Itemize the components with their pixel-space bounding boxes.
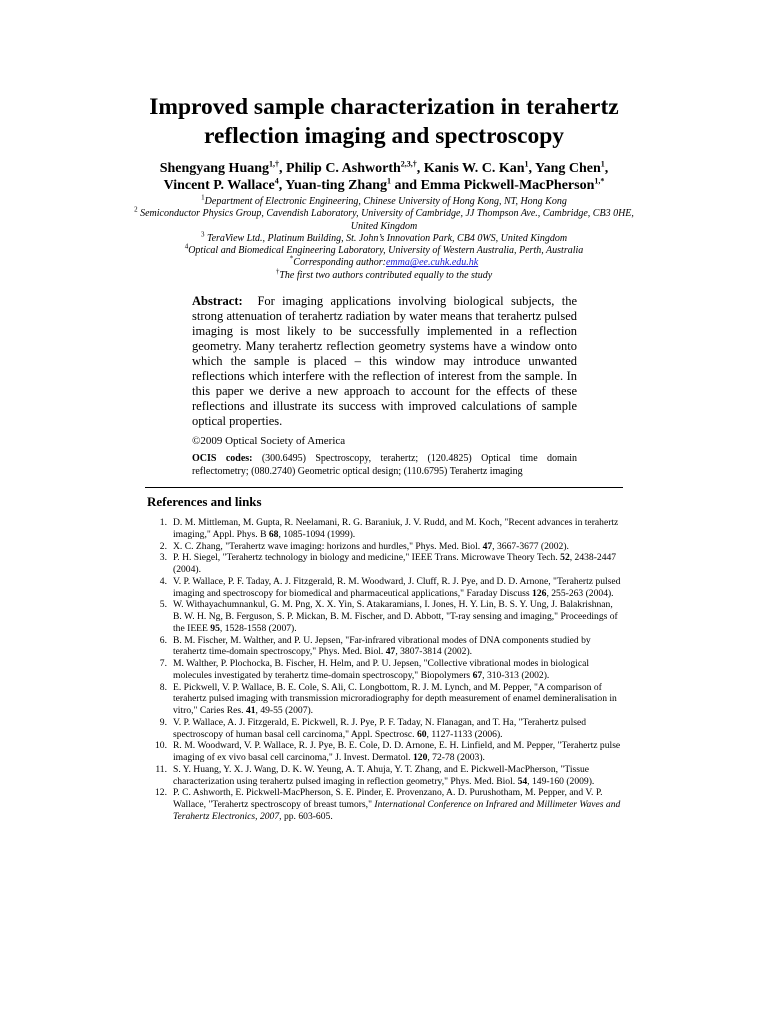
- reference-pages: , 255-263 (2004).: [546, 587, 614, 599]
- corresponding-label: Corresponding author:: [293, 257, 386, 269]
- author-name: Shengyang Huang: [159, 161, 270, 176]
- reference-item: [145, 541, 623, 553]
- reference-number: 8.: [159, 681, 167, 693]
- reference-item: [145, 658, 623, 682]
- abstract-text: For imaging applications involving biological subjects, the strong attenuation of terahertz radiation by water means that terahertz pulsed imaging is most likely to be successfully implemented in a reflection geometry. Many terahertz reflection geometry systems have a window onto which the sample is placed – this window may introduce unwanted reflections which interfere with the reflection of interest from the sample. In this paper we derive a new approach to account for the effects of these reflections and illustrate its success with improved calculations of sample optical properties.: [192, 294, 577, 428]
- reference-volume: 47: [385, 646, 396, 658]
- reference-pages: , pp. 603-605.: [279, 810, 333, 822]
- reference-pages: , 310-313 (2002).: [482, 669, 550, 681]
- reference-pages: , 49-55 (2007).: [255, 705, 314, 716]
- reference-item: [145, 717, 623, 741]
- reference-volume: 95: [210, 622, 220, 634]
- corresponding-author: [130, 257, 638, 269]
- reference-venue: International Conference on Infrared and Millimeter Waves and Terahertz Electronics, 2007: [173, 799, 621, 822]
- affiliation-1: [130, 193, 638, 208]
- section-divider: [145, 487, 623, 488]
- reference-text: P. C. Ashworth, E. Pickwell-MacPherson, S. E. Pinder, E. Provenzano, A. D. Purushotham, M. Pepper, and V. P. Wallace, "Terahertz spectroscopy of breast tumors,": [173, 787, 603, 810]
- author-list: [100, 160, 668, 194]
- author-line-1: Shengyang Huang$^{1,\dagger}$, Philip C. Ashworth$^{2,3,\dagger}$, Kanis W. C. Kan$^1$, Yang Chen$^1$,: [159, 159, 609, 176]
- reference-volume: 126: [532, 587, 547, 599]
- reference-volume: 47: [482, 540, 493, 552]
- reference-number: 7.: [159, 658, 167, 669]
- reference-pages: , 2438-2447 (2004).: [173, 552, 617, 575]
- paper-title: [100, 93, 668, 151]
- reference-text: W. Withayachumnankul, G. M. Png, X. X. Yin, S. Atakaramians, I. Jones, H. Y. Lin, B. S. Y. Ung, J. Balakrishnan, B. W. H. Ng, B. Ferguson, S. P. Mickan, B. M. Fischer, and D. Abbott, "T-ray sensing and imaging," Proceedings of the IEEE: [173, 599, 618, 634]
- author-line-2: Vincent P. Wallace$^4$, Yuan-ting Zhang$^1$ and Emma Pickwell-MacPherson$^{1,*}$: [163, 176, 605, 193]
- author-sup: 1: [524, 159, 529, 169]
- author-and: and: [394, 178, 418, 193]
- author-name: Yuan-ting Zhang: [285, 178, 387, 193]
- reference-text: X. C. Zhang, "Terahertz wave imaging: horizons and hurdles," Phys. Med. Biol.: [173, 540, 483, 552]
- reference-number: 3.: [159, 552, 167, 564]
- references-heading: References and links: [147, 494, 262, 509]
- title-line-1: Improved sample characterization in terahertz: [149, 94, 619, 120]
- author-name: Kanis W. C. Kan: [423, 161, 525, 176]
- ocis-label: OCIS codes:: [192, 453, 253, 464]
- reference-text: V. P. Wallace, A. J. Fitzgerald, E. Pickwell, R. J. Pye, P. F. Taday, N. Flanagan, and T. Ha, "Terahertz pulsed spectroscopy of human basal cell carcinoma," Appl. Spectrosc.: [173, 716, 587, 740]
- reference-volume: 41: [245, 705, 256, 716]
- equal-text: The first two authors contributed equally to the study: [279, 269, 493, 281]
- reference-volume: 54: [517, 775, 528, 787]
- equal-sup: †: [275, 267, 280, 276]
- affiliation-sup: 3: [200, 230, 205, 239]
- reference-item: [145, 740, 623, 764]
- reference-pages: , 1127-1133 (2006).: [426, 728, 503, 740]
- abstract: [192, 294, 577, 429]
- author-sup: 1: [600, 159, 605, 169]
- reference-text: R. M. Woodward, V. P. Wallace, R. J. Pye, B. E. Cole, D. D. Arnone, E. H. Linfield, and M. Pepper, "Terahertz pulse imaging of ex vivo basal cell carcinoma," J. Invest. Dermatol.: [173, 740, 621, 763]
- ocis-text: (300.6495) Spectroscopy, terahertz; (120.4825) Optical time domain reflectometry; (080.2740) Geometric optical design; (110.6795) Terahertz imaging: [192, 453, 577, 477]
- title-line-2: reflection imaging and spectroscopy: [203, 123, 565, 149]
- reference-number: 2.: [159, 540, 167, 552]
- equal-contribution-note: [130, 267, 638, 282]
- author-name: Emma Pickwell-MacPherson: [420, 178, 595, 193]
- reference-pages: , 149-160 (2009).: [527, 775, 595, 787]
- reference-text: E. Pickwell, V. P. Wallace, B. E. Cole, S. Ali, C. Longbottom, R. J. M. Lynch, and M. Pepper, "A comparison of terahertz pulsed imaging with transmission microradiography for depth measurement of enamel demineralisation in vitro," Caries Res.: [173, 681, 617, 716]
- reference-text: B. M. Fischer, M. Walther, and P. U. Jepsen, "Far-infrared vibrational modes of DNA components studied by terahertz time-domain spectroscopy," Phys. Med. Biol.: [173, 634, 591, 658]
- reference-text: M. Walther, P. Plochocka, B. Fischer, H. Helm, and P. U. Jepsen, "Collective vibrational modes in biological molecules investigated by terahertz time-domain spectroscopy," Biopolymers: [173, 658, 589, 681]
- affiliation-text: Department of Electronic Engineering, Chinese University of Hong Kong, NT, Hong Kong: [204, 196, 567, 207]
- affiliations: [130, 193, 638, 282]
- reference-number: 5.: [159, 599, 167, 611]
- author-sup: 1,†: [269, 159, 280, 169]
- reference-item: [145, 682, 623, 717]
- reference-item: [145, 787, 623, 822]
- affiliation-text: Semiconductor Physics Group, Cavendish Laboratory, University of Cambridge, JJ Thompson Ave., Cambridge, CB3 0HE, United Kingdom: [140, 208, 634, 232]
- reference-text: P. H. Siegel, "Terahertz technology in biology and medicine," IEEE Trans. Microwave Theory Tech.: [173, 552, 561, 564]
- reference-item: [145, 764, 623, 788]
- affiliation-text: Optical and Biomedical Engineering Laboratory, University of Western Australia, Perth, Australia: [188, 245, 584, 257]
- reference-item: [145, 576, 623, 600]
- email-link[interactable]: emma@ee.cuhk.edu.hk: [385, 257, 479, 269]
- affiliation-2: [130, 205, 638, 233]
- reference-number: 10.: [155, 740, 167, 752]
- reference-number: 11.: [155, 763, 167, 775]
- author-sup: 4: [274, 176, 279, 186]
- reference-item: [145, 635, 623, 659]
- reference-number: 12.: [155, 787, 167, 799]
- affiliation-text: TeraView Ltd., Platinum Building, St. John’s Innovation Park, CB4 0WS, United Kingdom: [206, 232, 568, 244]
- affiliation-4: [130, 242, 638, 257]
- reference-volume: 68: [268, 528, 279, 540]
- reference-item: [145, 552, 623, 576]
- affiliation-3: [130, 230, 638, 245]
- reference-text: S. Y. Huang, Y. X. J. Wang, D. K. W. Yeung, A. T. Ahuja, Y. T. Zhang, and E. Pickwell-MacPherson, "Tissue characterization using terahertz pulsed imaging in reflection geometry," Phys. Med. Biol.: [173, 763, 590, 787]
- reference-list: [145, 517, 623, 823]
- affiliation-sup: 2: [134, 205, 138, 214]
- affiliation-sup: 1: [201, 193, 205, 202]
- author-name: Yang Chen: [535, 161, 601, 176]
- reference-pages: , 3807-3814 (2002).: [395, 646, 473, 658]
- author-sup: 2,3,†: [400, 159, 417, 169]
- reference-item: [145, 517, 623, 541]
- reference-pages: , 1528-1558 (2007).: [219, 622, 297, 634]
- author-name: Vincent P. Wallace: [163, 178, 275, 193]
- reference-pages: , 1085-1094 (1999).: [278, 528, 356, 540]
- reference-number: 9.: [159, 716, 167, 728]
- author-sup: 1: [387, 176, 391, 186]
- reference-volume: 67: [472, 669, 483, 681]
- copyright: ©2009 Optical Society of America: [192, 435, 346, 447]
- reference-volume: 60: [416, 728, 427, 740]
- reference-number: 4.: [159, 575, 167, 587]
- reference-number: 6.: [159, 634, 167, 646]
- reference-text: D. M. Mittleman, M. Gupta, R. Neelamani, R. G. Baraniuk, J. V. Rudd, and M. Koch, "Recent advances in terahertz imaging," Appl. Phys. B: [173, 517, 619, 540]
- author-name: Philip C. Ashworth: [286, 161, 401, 176]
- reference-volume: 52: [560, 552, 570, 564]
- abstract-label: Abstract:: [192, 294, 243, 308]
- reference-pages: , 3667-3677 (2002).: [492, 540, 569, 552]
- corresponding-sup: *: [289, 255, 294, 264]
- reference-volume: 120: [412, 752, 428, 763]
- affiliation-sup: 4: [184, 242, 189, 251]
- author-sup: 1,*: [594, 176, 605, 186]
- reference-number: 1.: [159, 517, 167, 528]
- reference-item: [145, 599, 623, 634]
- reference-text: V. P. Wallace, P. F. Taday, A. J. Fitzgerald, R. M. Woodward, J. Cluff, R. J. Pye, and D. D. Arnone, "Terahertz pulsed imaging and spectroscopy for biomedical and pharmaceutical applications," Faraday Discuss: [173, 575, 621, 599]
- ocis-codes: [192, 453, 577, 478]
- reference-pages: , 72-78 (2003).: [427, 752, 485, 763]
